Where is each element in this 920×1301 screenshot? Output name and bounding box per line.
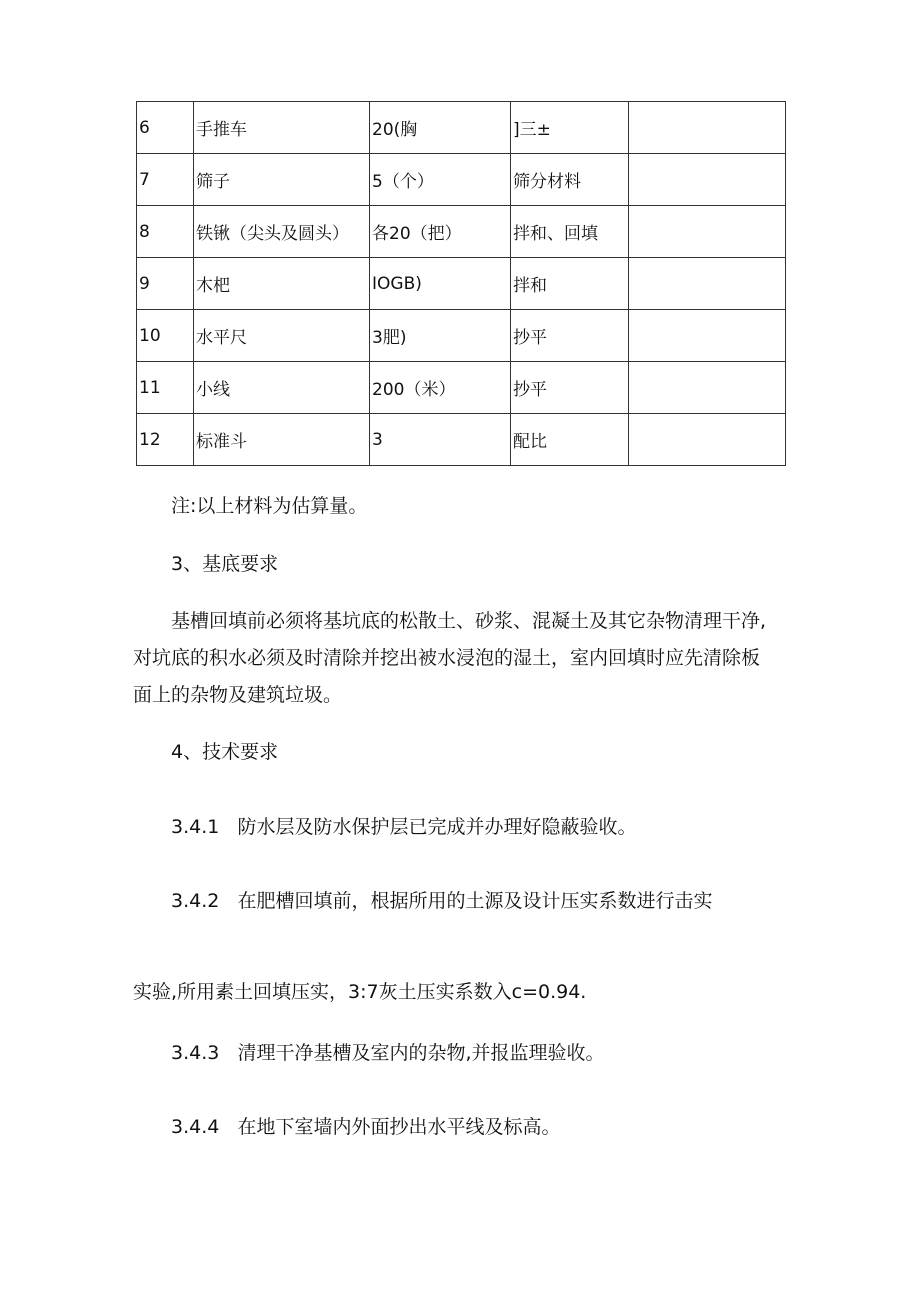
quantity-cell: 3 (370, 414, 511, 466)
remark-cell (629, 414, 786, 466)
row-number-cell: 12 (137, 414, 194, 466)
remark-cell (629, 154, 786, 206)
quantity-cell: 200（米） (370, 362, 511, 414)
tool-name-cell: 小线 (194, 362, 370, 414)
paragraph-line: 面上的杂物及建筑垃圾。 (133, 684, 343, 706)
purpose-cell: 拌和 (511, 258, 629, 310)
section-3-heading: 3、基底要求 (171, 553, 279, 575)
purpose-cell: 筛分材料 (511, 154, 629, 206)
row-number-cell: 11 (137, 362, 194, 414)
quantity-cell: 5（个） (370, 154, 511, 206)
table-row (137, 206, 786, 258)
row-number-cell: 8 (137, 206, 194, 258)
materials-table (136, 101, 786, 466)
remark-cell (629, 310, 786, 362)
paragraph-line: 对坑底的积水必须及时清除并挖出被水浸泡的湿土，室内回填时应先清除板 (133, 647, 761, 669)
purpose-cell: 拌和、回填 (511, 206, 629, 258)
table-row (137, 362, 786, 414)
item-3-4-4: 3.4.4 在地下室墙内外面抄出水平线及标高。 (171, 1116, 561, 1138)
tool-name-cell: 水平尺 (194, 310, 370, 362)
item-3-4-3: 3.4.3 清理干净基槽及室内的杂物,并报监理验收。 (171, 1042, 605, 1064)
row-number-cell: 9 (137, 258, 194, 310)
remark-cell (629, 258, 786, 310)
paragraph-line: 基槽回填前必须将基坑底的松散土、砂浆、混凝土及其它杂物清理干净, (171, 610, 767, 632)
table-row (137, 310, 786, 362)
table-row (137, 258, 786, 310)
purpose-cell: 抄平 (511, 310, 629, 362)
quantity-cell: 20(胸 (370, 102, 511, 154)
item-3-4-2-continuation: 实验,所用素土回填压实，3:7灰土压实系数入c=0.94. (133, 981, 587, 1003)
section-3-paragraph (133, 603, 793, 714)
remark-cell (629, 362, 786, 414)
row-number-cell: 7 (137, 154, 194, 206)
item-3-4-1: 3.4.1 防水层及防水保护层已完成并办理好隐蔽验收。 (171, 816, 637, 838)
purpose-cell: 抄平 (511, 362, 629, 414)
quantity-cell: IOGB) (370, 258, 511, 310)
remark-cell (629, 206, 786, 258)
tool-name-cell: 手推车 (194, 102, 370, 154)
purpose-cell: ]三± (511, 102, 629, 154)
purpose-cell: 配比 (511, 414, 629, 466)
section-4-heading: 4、技术要求 (171, 741, 279, 763)
table-row (137, 102, 786, 154)
row-number-cell: 10 (137, 310, 194, 362)
table-row (137, 154, 786, 206)
tool-name-cell: 筛子 (194, 154, 370, 206)
row-number-cell: 6 (137, 102, 194, 154)
remark-cell (629, 102, 786, 154)
quantity-cell: 3肥) (370, 310, 511, 362)
tool-name-cell: 木杷 (194, 258, 370, 310)
tool-name-cell: 标准斗 (194, 414, 370, 466)
table-note: 注:以上材料为估算量。 (171, 495, 368, 517)
quantity-cell: 各20（把） (370, 206, 511, 258)
item-3-4-2: 3.4.2 在肥槽回填前，根据所用的土源及设计压实系数进行击实 (171, 890, 713, 912)
table-row (137, 414, 786, 466)
tool-name-cell: 铁锹（尖头及圆头） (194, 206, 370, 258)
